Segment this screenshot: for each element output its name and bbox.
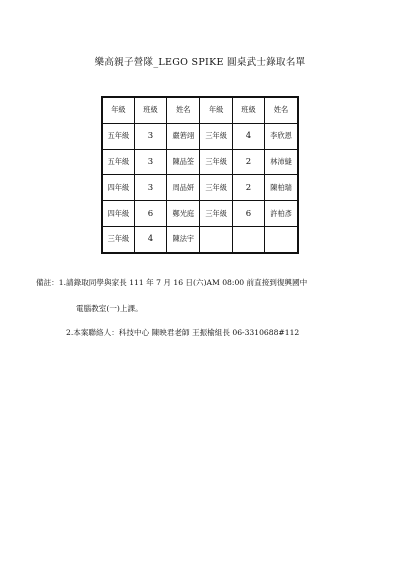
class-cell: 6 <box>134 201 166 227</box>
grade-cell: 四年級 <box>102 175 134 201</box>
grade-cell: 三年級 <box>200 175 232 201</box>
name-cell <box>265 226 298 252</box>
name-cell: 陳品筌 <box>167 149 200 175</box>
class-cell: 2 <box>232 175 264 201</box>
class-cell: 3 <box>134 123 166 149</box>
name-cell: 周品妍 <box>167 175 200 201</box>
grade-cell: 三年級 <box>200 201 232 227</box>
name-cell: 林沛縫 <box>265 149 298 175</box>
name-cell: 嚴箬翊 <box>167 123 200 149</box>
grade-cell: 三年級 <box>102 226 134 252</box>
table-row <box>102 123 298 149</box>
column-header: 年級 <box>102 97 134 123</box>
grade-cell: 三年級 <box>200 149 232 175</box>
table-header-row <box>102 97 298 123</box>
table-row <box>102 201 298 227</box>
column-header: 班級 <box>134 97 166 123</box>
class-cell: 4 <box>232 123 264 149</box>
class-cell: 4 <box>134 226 166 252</box>
class-cell: 3 <box>134 175 166 201</box>
grade-cell: 五年級 <box>102 123 134 149</box>
table-row <box>102 175 298 201</box>
name-cell: 陳柏瑞 <box>265 175 298 201</box>
name-cell: 許柏彥 <box>265 201 298 227</box>
page-title: 樂高親子營隊_LEGO SPIKE 圓桌武士錄取名單 <box>94 57 306 68</box>
name-cell: 李欣恩 <box>265 123 298 149</box>
name-cell: 陳法宇 <box>167 226 200 252</box>
name-cell: 鄭光庭 <box>167 201 200 227</box>
class-cell: 6 <box>232 201 264 227</box>
column-header: 姓名 <box>265 97 298 123</box>
class-cell <box>232 226 264 252</box>
note-line-2: 電腦教室(一)上課。 <box>76 304 143 313</box>
grade-cell: 三年級 <box>200 123 232 149</box>
grade-cell: 四年級 <box>102 201 134 227</box>
column-header: 班級 <box>232 97 264 123</box>
column-header: 姓名 <box>167 97 200 123</box>
note-line-1: 備註：1.請錄取同學與家長 111 年 7 月 16 日(六)AM 08:00 前直接到復興國中 <box>36 278 308 287</box>
table-row <box>102 149 298 175</box>
table-row <box>102 226 298 252</box>
column-header: 年級 <box>200 97 232 123</box>
grade-cell <box>200 226 232 252</box>
class-cell: 2 <box>232 149 264 175</box>
grade-cell: 五年級 <box>102 149 134 175</box>
admission-table <box>101 96 299 254</box>
note-line-3: 2.本案聯絡人：科技中心 陳映君老師 王振榆組長 06-3310688#112 <box>66 328 300 337</box>
class-cell: 3 <box>134 149 166 175</box>
